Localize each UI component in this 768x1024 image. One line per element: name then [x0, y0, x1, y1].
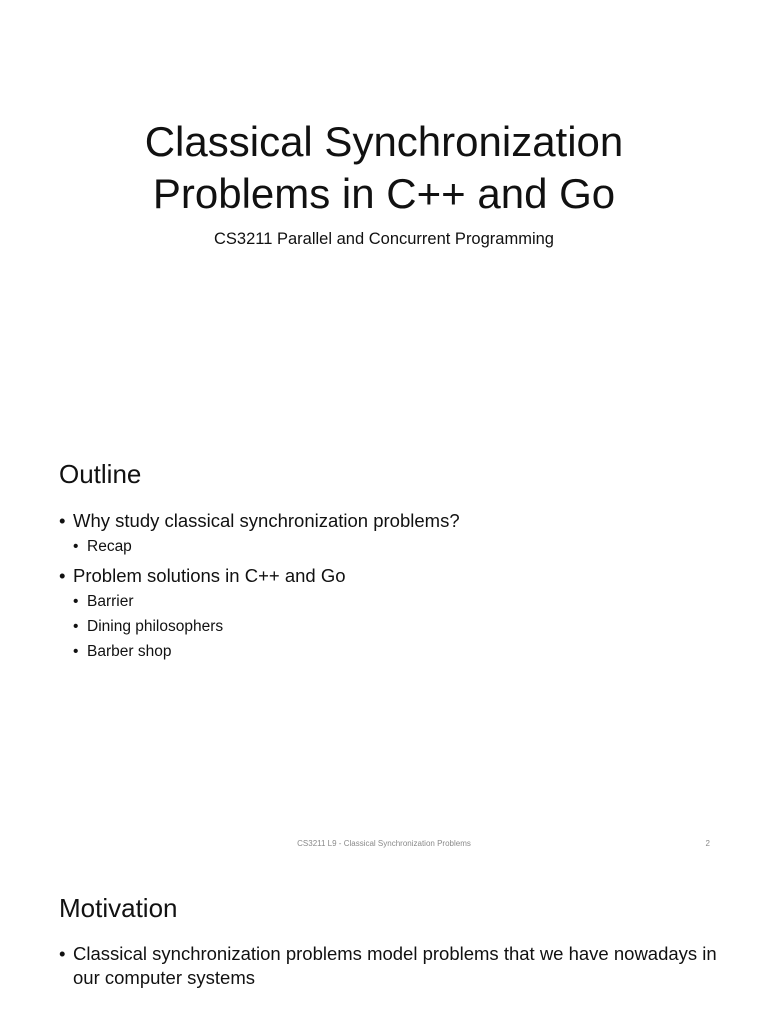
title-slide — [0, 0, 768, 420]
sub-bullet-item: • Dining philosophers — [73, 614, 719, 639]
outline-bullet-list — [59, 508, 719, 668]
bullet-item — [59, 508, 719, 534]
slide-title-line-2: Problems in C++ and Go — [152, 170, 616, 217]
slide-title — [0, 116, 768, 220]
sub-bullet-list — [59, 589, 719, 664]
motivation-heading: Motivation — [59, 893, 178, 923]
bullet-text: Why study classical synchronization problems? — [73, 510, 460, 531]
outline-heading: Outline — [59, 459, 142, 489]
motivation-bullet-list — [59, 942, 719, 990]
motivation-slide — [0, 878, 768, 1024]
slide-subtitle: CS3211 Parallel and Concurrent Programming — [214, 230, 554, 248]
sub-bullet-list — [59, 534, 719, 559]
bullet-item: • Classical synchronization problems model problems that we have nowadays in our computer systems — [59, 942, 719, 990]
slide-title-line-1: Classical Synchronization — [144, 118, 624, 165]
sub-bullet-item: • Barber shop — [73, 639, 719, 664]
bullet-text: Problem solutions in C++ and Go — [73, 565, 346, 586]
slide-footer: CS3211 L9 - Classical Synchronization Problems — [297, 839, 471, 848]
sub-bullet-item: • Barrier — [73, 589, 719, 614]
outline-slide — [0, 440, 768, 860]
sub-bullet-item: • Recap — [73, 534, 719, 559]
bullet-item — [59, 563, 719, 589]
page-number: 2 — [705, 839, 710, 848]
